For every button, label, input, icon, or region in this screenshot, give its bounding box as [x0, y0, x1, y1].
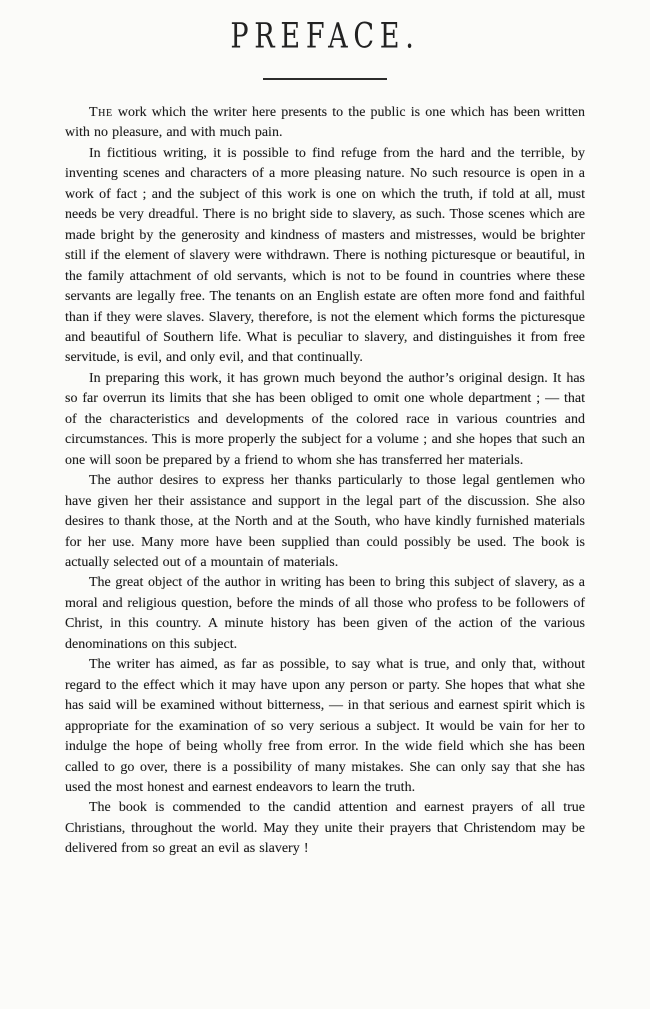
paragraph: The writer has aimed, as far as possible, to say what is true, and only that, without regard to the effect which it may have upon any person or party. She hopes that what she has said will be examined without bitterness, — in that serious and earnest spirit which is appropriate for the examination of so very serious a subject. It would be vain for her to indulge the hope of being wholly free from error. In the wide field which she has been called to go over, there is a possibility of many mistakes. She can only say that she has used the most honest and earnest endeavors to learn the truth. [65, 657, 585, 795]
paragraph: In preparing this work, it has grown much beyond the author’s original design. It has so far overrun its limits that she has been obliged to omit one whole department ; — that of the characteristics and developments of the colored race in various countries and circumstances. This is more properly the subject for a volume ; and she hopes that such an one will soon be prepared by a friend to whom she has transferred her materials. [65, 370, 585, 468]
page-title: PREFACE. [230, 15, 420, 56]
paragraph: The book is commended to the candid attention and earnest prayers of all true Christians, throughout the world. May they unite their prayers that Christendom may be delivered from so great an evil as slavery ! [65, 800, 585, 857]
small-caps-lead: The [89, 105, 113, 120]
paragraph: In fictitious writing, it is possible to find refuge from the hard and the terrible, by inventing scenes and characters of a more pleasing nature. No such resource is open in a work of fact ; and the subject of this work is one on which the truth, if told at all, must needs be very dreadful. There is no bright side to slavery, as such. Those scenes which are made bright by the generosity and kindness of masters and mistresses, would be brighter still if the element of slavery were withdrawn. There is nothing picturesque or beautiful, in the family attachment of old servants, which is not to be found in countries where these servants are legally free. The tenants on an English estate are often more fond and faithful than if they were slaves. Slavery, therefore, is not the element which forms the picturesque and beautiful of Southern life. What is peculiar to slavery, and distinguishes it from free servitude, is evil, and only evil, and that continually. [65, 145, 585, 366]
paragraph: The work which the writer here presents to the public is one which has been written with no pleasure, and with much pain. [65, 105, 585, 141]
title-rule [263, 78, 387, 80]
paragraph: The great object of the author in writing has been to bring this subject of slavery, as a moral and religious question, before the minds of all those who profess to be followers of Christ, in this country. A minute history has been given of the action of the various denominations on this subject. [65, 575, 585, 652]
page-body [65, 103, 585, 860]
paragraph: The author desires to express her thanks particularly to those legal gentlemen who have given her their assistance and support in the legal part of the discussion. She also desires to thank those, at the North and at the South, who have kindly furnished materials for her use. Many more have been supplied than could possibly be used. The book is actually selected out of a mountain of materials. [65, 473, 585, 570]
